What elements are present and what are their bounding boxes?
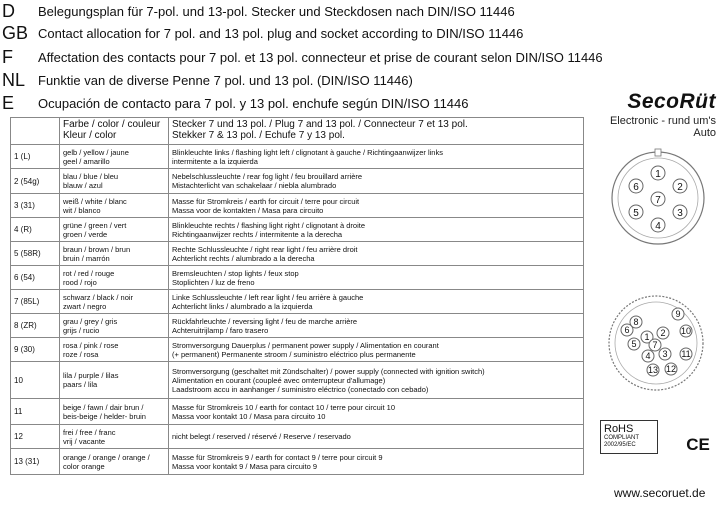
desc-cell [169, 314, 584, 338]
title-line-fr [0, 46, 603, 68]
brand-name: SecoRüt [627, 90, 716, 113]
color-line: schwarz / black / noir [63, 292, 134, 302]
table-row [11, 449, 584, 475]
pin-label: 13 [647, 365, 659, 375]
desc-line: Masse für Stromkreis 10 / earth for contact 10 / terre pour circuit 10 [172, 402, 396, 412]
table-row [11, 145, 584, 169]
socket-13pin-diagram [604, 292, 708, 394]
desc-line: intermitente a la izquierda [172, 156, 258, 166]
color-cell [60, 145, 169, 169]
pin-cell: 3 (31) [11, 194, 60, 218]
title-line-es [0, 92, 469, 114]
color-line: beis-beige / helder- bruin [63, 411, 146, 421]
desc-line: Rückfahrleuchte / reversing light / feu de marche arrière [172, 316, 358, 326]
pin-cell: 2 (54g) [11, 169, 60, 194]
desc-cell [169, 242, 584, 266]
pin-label: 3 [662, 349, 668, 359]
desc-cell [169, 338, 584, 362]
title-line-de [0, 0, 515, 22]
desc-line: Achterlicht links / alumbrado a la izquierda [172, 301, 313, 311]
desc-cell [169, 194, 584, 218]
color-line: wit / blanco [63, 205, 101, 215]
desc-line: Linke Schlussleuchte / left rear light / feu arrière à gauche [172, 292, 364, 302]
desc-cell [169, 169, 584, 194]
socket-7pin-diagram [608, 148, 708, 250]
desc-line: Nebelschlussleuchte / rear fog light / feu brouillard arrière [172, 172, 363, 181]
ce-mark-icon [684, 434, 712, 454]
desc-line: Blinkleuchte links / flashing light left / clignotant à gauche / Richtingaanwijzer links [172, 147, 443, 157]
pin-label: 8 [633, 317, 639, 327]
pin-label: 7 [655, 195, 661, 206]
header-color-line: Farbe / color / couleur [63, 119, 161, 130]
color-cell [60, 290, 169, 314]
desc-cell [169, 145, 584, 169]
desc-line: Massa voor kontakt 10 / Masa para circuito 10 [172, 411, 326, 421]
lang-code: NL [2, 69, 26, 90]
pin-cell: 13 (31) [11, 449, 60, 475]
color-line: paars / lila [63, 380, 98, 389]
desc-cell [169, 449, 584, 475]
pin-label: 6 [624, 325, 630, 335]
table-row [11, 266, 584, 290]
table-row [11, 314, 584, 338]
desc-line: Richtingaanwijzer rechts / intermitente a la derecha [172, 229, 343, 239]
pin-label: 9 [675, 309, 681, 319]
pin-cell: 8 (ZR) [11, 314, 60, 338]
pin-cell: 4 (R) [11, 218, 60, 242]
table-row [11, 362, 584, 399]
header-desc-line: Stecker 7 und 13 pol. / Plug 7 and 13 pol. / Connecteur 7 et 13 pol. [172, 119, 468, 130]
title-text: Ocupación de contacto para 7 pol. y 13 pol. enchufe según DIN/ISO 11446 [38, 95, 469, 111]
desc-line: Blinkleuchte rechts / flashing light right / clignotant à droite [172, 220, 366, 230]
table-row [11, 218, 584, 242]
pin-label: 2 [677, 182, 683, 193]
header-desc-cell [169, 118, 584, 145]
color-cell [60, 449, 169, 475]
color-line: frei / free / franc [63, 427, 116, 437]
rohs-badge [600, 420, 658, 454]
table-row [11, 290, 584, 314]
desc-cell [169, 362, 584, 399]
color-cell [60, 169, 169, 194]
lang-code: GB [2, 22, 29, 43]
pin-label: 1 [655, 169, 661, 180]
color-cell [60, 425, 169, 449]
pin-label: 5 [633, 208, 639, 219]
pin-label: 10 [680, 326, 692, 336]
color-cell [60, 338, 169, 362]
pin-label: 11 [681, 349, 691, 359]
pin-label: 6 [633, 182, 639, 193]
rohs-directive: 2002/95/EC [604, 442, 636, 448]
pin-cell: 6 (54) [11, 266, 60, 290]
color-line: rood / rojo [63, 277, 97, 287]
desc-line: Stromversorgung Dauerplus / permanent power supply / Alimentation en courant [172, 340, 439, 350]
header-desc-line: Stekker 7 & 13 pol. / Echufe 7 y 13 pol. [172, 130, 345, 141]
color-line: groen / verde [63, 229, 108, 239]
pin-cell: 1 (L) [11, 145, 60, 169]
color-line: grüne / green / vert [63, 220, 127, 230]
pin-label: 5 [631, 339, 637, 349]
table-header [11, 118, 584, 145]
title-text: Affectation des contacts pour 7 pol. et 13 pol. connecteur et prise de courant selon DIN/ISO 11446 [38, 49, 603, 65]
color-line: roze / rosa [63, 349, 99, 359]
pin-label: 4 [655, 221, 661, 232]
title-line-nl [0, 69, 413, 91]
table-row [11, 242, 584, 266]
header-color-line: Kleur / color [63, 130, 117, 141]
color-line: blau / blue / bleu [63, 172, 119, 181]
rohs-title: RoHS [604, 423, 634, 435]
desc-line: Alimentation en courant (coupleé avec omterrupteur d'allumage) [172, 375, 386, 385]
color-line: weiß / white / blanc [63, 196, 127, 206]
table-row [11, 425, 584, 449]
pin-cell: 12 [11, 425, 60, 449]
color-line: grijs / rucio [63, 325, 100, 335]
color-cell [60, 194, 169, 218]
color-line: grau / grey / gris [63, 316, 118, 326]
color-cell [60, 266, 169, 290]
desc-line: Massa voor kontakt 9 / Masa para circuito 9 [172, 461, 318, 471]
pin-label: 4 [645, 351, 651, 361]
desc-cell [169, 425, 584, 449]
desc-line: Achterlicht rechts / alumbrado a la derecha [172, 253, 315, 263]
color-line: rot / red / rouge [63, 268, 115, 278]
pin-label: 12 [665, 364, 677, 374]
color-line: braun / brown / brun [63, 244, 131, 254]
color-line: geel / amarillo [63, 156, 110, 166]
desc-cell [169, 399, 584, 425]
brand-logo [588, 90, 716, 139]
color-line: zwart / negro [63, 301, 107, 311]
desc-cell [169, 218, 584, 242]
pin-cell: 10 [11, 362, 60, 399]
title-text: Belegungsplan für 7-pol. und 13-pol. Stecker und Steckdosen nach DIN/ISO 11446 [38, 3, 515, 19]
color-line: color orange [63, 461, 105, 471]
table-row [11, 169, 584, 194]
lang-code: D [2, 0, 15, 21]
color-cell [60, 218, 169, 242]
title-line-gb [0, 22, 523, 44]
color-line: gelb / yellow / jaune [63, 147, 129, 157]
lang-code: F [2, 46, 13, 67]
desc-line: Laadstroom accu in aanhanger / suministro eléctrico (conectado con cebado) [172, 384, 429, 394]
desc-line: Stromversorgung (geschaltet mit Zündschalter) / power supply (connected with ignition switch) [172, 366, 485, 376]
pin-cell: 5 (58R) [11, 242, 60, 266]
table-row [11, 399, 584, 425]
table-row [11, 194, 584, 218]
brand-tagline: Electronic - rund um's Auto [609, 115, 716, 139]
desc-line: nicht belegt / reserved / réservé / Reserve / reservado [172, 432, 351, 441]
desc-line: Masse für Stromkreis / earth for circuit / terre pour circuit [172, 196, 360, 206]
color-cell [60, 362, 169, 399]
color-line: beige / fawn / dair brun / [63, 402, 144, 412]
desc-line: Rechte Schlussleuchte / right rear light / feu arrière droit [172, 244, 358, 254]
pin-cell: 11 [11, 399, 60, 425]
title-text: Funktie van de diverse Penne 7 pol. und 13 pol. (DIN/ISO 11446) [38, 72, 413, 88]
desc-line: Mistachterlicht van schakelaar / niebla alumbrado [172, 181, 337, 190]
color-line: bruin / marrón [63, 253, 110, 263]
color-cell [60, 399, 169, 425]
header-pin-cell [11, 118, 60, 145]
desc-cell [169, 266, 584, 290]
rohs-compliant: COMPLIANT [604, 435, 640, 441]
pin-cell: 9 (30) [11, 338, 60, 362]
table-row [11, 338, 584, 362]
color-line: lila / purple / lilas [63, 371, 119, 380]
pin-cell: 7 (85L) [11, 290, 60, 314]
desc-line: Bremsleuchten / stop lights / feux stop [172, 268, 299, 278]
pin-label: 7 [652, 340, 658, 350]
color-line: rosa / pink / rose [63, 340, 119, 350]
color-cell [60, 314, 169, 338]
pin-label: 1 [644, 332, 650, 342]
desc-line: Massa voor de kontakten / Masa para circuito [172, 205, 324, 215]
desc-cell [169, 290, 584, 314]
pin-label: 2 [660, 328, 666, 338]
header-color-cell [60, 118, 169, 145]
ce-mark-text: CE [686, 435, 710, 454]
title-text: Contact allocation for 7 pol. and 13 pol. plug and socket according to DIN/ISO 11446 [38, 25, 524, 41]
contact-table [10, 117, 584, 475]
desc-line: Achteruitrijlamp / faro trasero [172, 325, 269, 335]
socket-key-notch [655, 149, 661, 156]
lang-code: E [2, 92, 15, 113]
desc-line: (+ permanent) Permanente stroom / suministro eléctrico plus permanente [172, 349, 416, 359]
color-cell [60, 242, 169, 266]
color-line: vrij / vacante [63, 436, 106, 446]
desc-line: Stoplichten / luz de freno [172, 277, 255, 287]
website-url: www.secoruet.de [614, 486, 706, 500]
color-line: blauw / azul [63, 181, 103, 190]
desc-line: Masse für Stromkreis 9 / earth for contact 9 / terre pour circuit 9 [172, 452, 383, 462]
color-line: orange / orange / orange / [63, 452, 150, 462]
pin-label: 3 [677, 208, 683, 219]
